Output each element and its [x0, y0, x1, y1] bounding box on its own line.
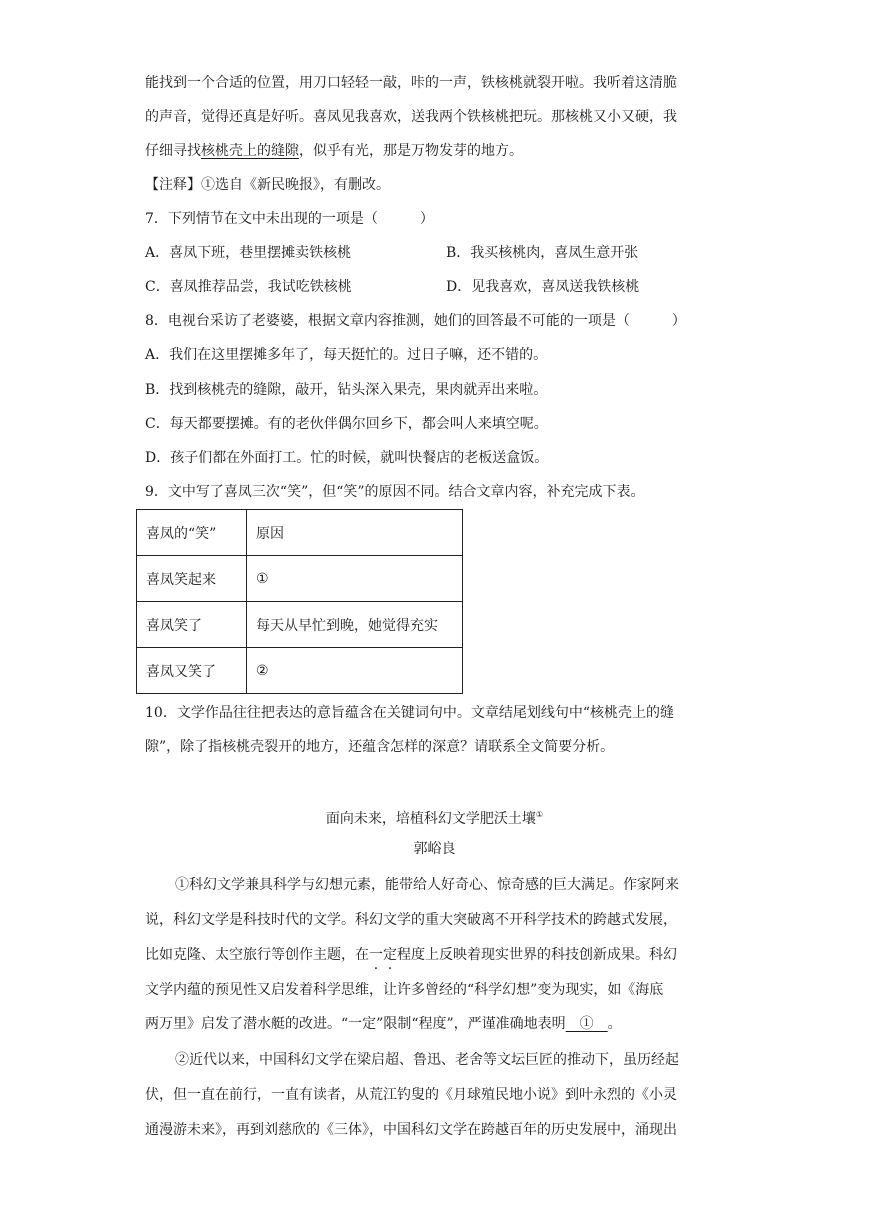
- question-7-option-c: C．喜凤推荐品尝，我试吃铁核桃: [145, 279, 352, 295]
- question-8-option-b: B．找到核桃壳的缝隙，敲开，钻头深入果壳，果肉就弄出来啦。: [145, 382, 548, 398]
- table-row: [137, 556, 463, 602]
- question-7-option-a: A．喜凤下班，巷里摆摊卖铁核桃: [145, 245, 352, 261]
- smile-reason-table: [136, 509, 463, 694]
- essay-title-text: 面向未来，培植科幻文学肥沃土壤: [325, 811, 536, 827]
- table-cell: 喜凤笑起来: [137, 556, 247, 602]
- table-cell: 每天从早忙到晚，她觉得充实: [247, 602, 463, 648]
- story-line-2: 的声音，觉得还真是好听。喜凤见我喜欢，送我两个铁核桃把玩。那核桃又小又硬，我: [145, 109, 677, 125]
- question-8-option-d: D．孩子们都在外面打工。忙的时候，就叫快餐店的老板送盒饭。: [145, 450, 549, 466]
- table-cell: ②: [247, 648, 463, 694]
- story-line-3-after: ，似乎有光，那是万物发芽的地方。: [299, 143, 523, 159]
- table-cell: 喜凤笑了: [137, 602, 247, 648]
- essay-title-footnote-mark: ①: [535, 810, 544, 819]
- story-line-3-before: 仔细寻找: [145, 143, 201, 159]
- table-header-cell: 原因: [247, 510, 463, 556]
- table-header-cell: 喜凤的“笑”: [137, 510, 247, 556]
- essay-p2-line-1: ②近代以来，中国科幻文学在梁启超、鲁迅、老舍等文坛巨匠的推动下，虽历经起: [175, 1052, 679, 1068]
- question-8-option-a: A．我们在这里摆摊多年了，每天挺忙的。过日子嘛，还不错的。: [145, 347, 548, 363]
- question-7-option-b: B．我买核桃肉，喜凤生意开张: [446, 245, 639, 261]
- annotation-note: 【注释】①选自《新民晚报》，有删改。: [145, 177, 390, 193]
- essay-p1-line-3: [145, 945, 677, 965]
- table-header-row: [137, 510, 463, 556]
- essay-p1-line-1: ①科幻文学兼具科学与幻想元素，能带给人好奇心、惊奇感的巨大满足。作家阿来: [175, 877, 679, 893]
- question-9-stem: 9．文中写了喜凤三次“笑”，但“笑”的原因不同。结合文章内容，补充完成下表。: [145, 484, 645, 500]
- question-7-stem: 7．下列情节在文中未出现的一项是（ ）: [145, 211, 434, 227]
- essay-p1-line-5-before: 两万里》启发了潜水艇的改进。“一定”限制“程度”，严谨准确地表明: [145, 1016, 566, 1032]
- story-line-1: 能找到一个合适的位置，用刀口轻轻一敲，咔的一声，铁核桃就裂开啦。我听着这清脆: [145, 75, 677, 91]
- table-row: [137, 602, 463, 648]
- essay-p1-line-3-after: 程度上反映着现实世界的科技创新成果。科幻: [397, 947, 677, 963]
- essay-p1-line-5: [145, 1014, 622, 1034]
- emphasis-dot-char: 一: [369, 947, 383, 963]
- question-8-option-c: C．每天都要摆摊。有的老伙伴偶尔回乡下，都会叫人来填空呢。: [145, 416, 548, 432]
- question-10-line-1: 10．文学作品往往把表达的意旨蕴含在关键词句中。文章结尾划线句中“核桃壳上的缝: [145, 705, 674, 721]
- essay-p1-line-4: 文学内蕴的预见性又启发着科学思维，让许多曾经的“科学幻想”变为现实，如《海底: [145, 982, 664, 998]
- question-7-option-d: D．见我喜欢，喜凤送我铁核桃: [446, 279, 640, 295]
- story-line-3: [145, 141, 523, 161]
- answer-blank: ①: [565, 1016, 608, 1032]
- essay-p2-line-3: 通漫游未来》，再到刘慈欣的《三体》，中国科幻文学在跨越百年的历史发展中，涌现出: [145, 1122, 677, 1138]
- question-8-stem: 8．电视台采访了老婆婆，根据文章内容推测，她们的回答最不可能的一项是（ ）: [145, 313, 686, 329]
- essay-p1-line-5-after: 。: [607, 1016, 622, 1032]
- table-row: [137, 648, 463, 694]
- table-cell: 喜凤又笑了: [137, 648, 247, 694]
- essay-p2-line-2: 伏，但一直在前行，一直有读者，从荒江钓叟的《月球殖民地小说》到叶永烈的《小灵: [145, 1087, 677, 1103]
- question-10-line-2: 隙”，除了指核桃壳裂开的地方，还蕴含怎样的深意？请联系全文简要分析。: [145, 739, 615, 755]
- essay-author: 郭峪良: [413, 841, 456, 857]
- underlined-phrase: 核桃壳上的缝隙: [201, 143, 299, 159]
- essay-p1-line-2: 说，科幻文学是科技时代的文学。科幻文学的重大突破离不开科学技术的跨越式发展，: [145, 912, 677, 928]
- essay-p1-line-3-before: 比如克隆、太空旅行等创作主题，在: [145, 947, 369, 963]
- emphasis-dot-char: 定: [383, 947, 397, 963]
- essay-title: [0, 805, 869, 829]
- table-cell: ①: [247, 556, 463, 602]
